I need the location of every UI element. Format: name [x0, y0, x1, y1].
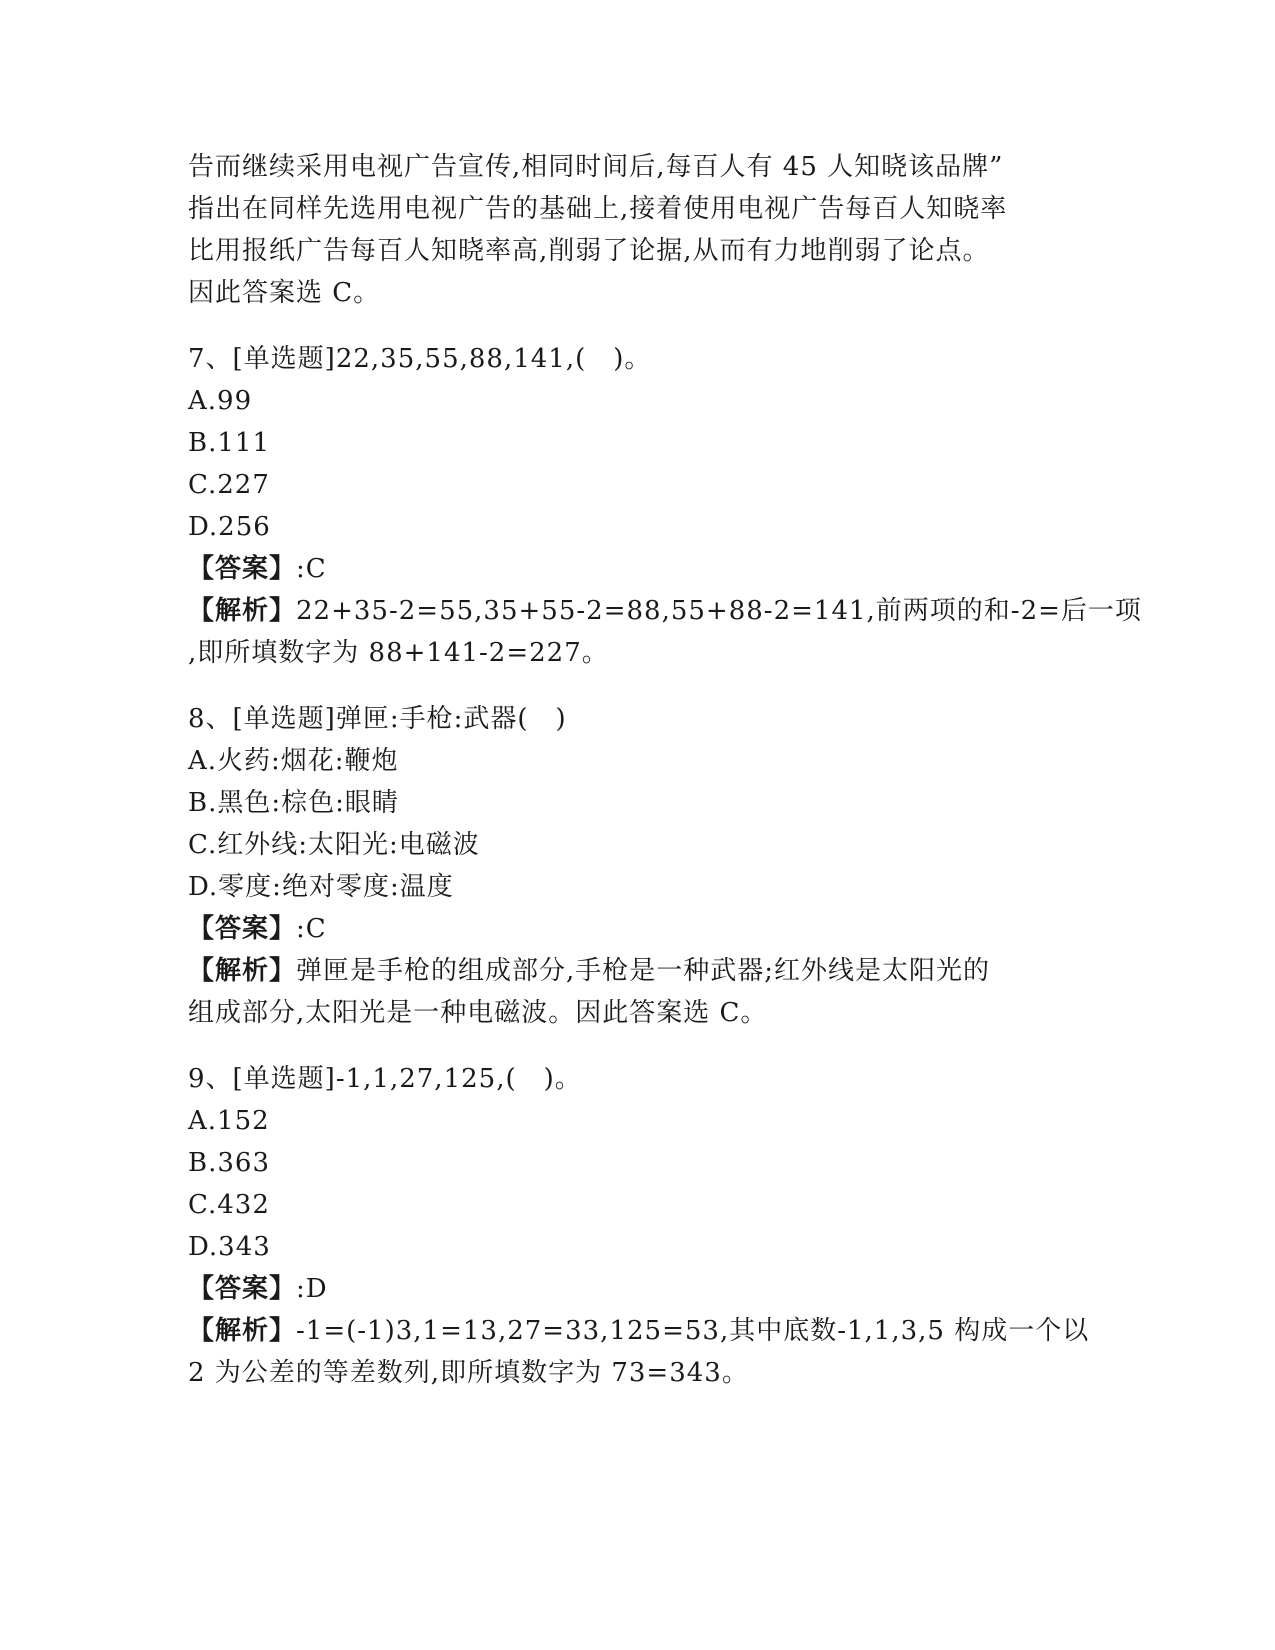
analysis-continuation: ,即所填数字为 88+141-2=227。: [188, 638, 609, 668]
option-d: D.256: [188, 512, 271, 542]
text-line: 告而继续采用电视广告宣传,相同时间后,每百人有 45 人知晓该品牌”: [188, 152, 1004, 182]
analysis-label: 【解析】: [188, 956, 297, 986]
question-stem: 7、[单选题]22,35,55,88,141,( )。: [188, 344, 652, 374]
analysis-text: -1=(-1)3,1=13,27=33,125=53,其中底数-1,1,3,5 构成一个以: [296, 1316, 1090, 1346]
answer-line: [188, 548, 1088, 590]
question-block-7: [188, 338, 1142, 674]
analysis-line: [188, 950, 1088, 992]
answer-value: :C: [296, 914, 327, 944]
analysis-text: 22+35-2=55,35+55-2=88,55+88-2=141,前两项的和-2=后一项: [296, 596, 1142, 626]
option-a: A.152: [188, 1106, 270, 1136]
option-c: C.227: [188, 470, 270, 500]
question-stem: 8、[单选题]弹匣:手枪:武器( ): [188, 704, 567, 734]
question-block-8: [188, 698, 1088, 1034]
text-line: 因此答案选 C。: [188, 278, 381, 308]
text-line: 比用报纸广告每百人知晓率高,削弱了论据,从而有力地削弱了论点。: [188, 236, 990, 266]
option-b: B.黑色:棕色:眼睛: [188, 788, 399, 818]
answer-label: 【答案】: [188, 1274, 297, 1304]
analysis-text: 弹匣是手枪的组成部分,手枪是一种武器;红外线是太阳光的: [296, 956, 991, 986]
option-b: B.111: [188, 428, 270, 458]
analysis-continuation: 2 为公差的等差数列,即所填数字为 73=343。: [188, 1358, 749, 1388]
answer-value: :C: [296, 554, 327, 584]
analysis-label: 【解析】: [188, 1316, 297, 1346]
answer-line: [188, 908, 1088, 950]
option-c: C.432: [188, 1190, 270, 1220]
analysis-continuation: 组成部分,太阳光是一种电磁波。因此答案选 C。: [188, 998, 768, 1028]
option-d: D.343: [188, 1232, 271, 1262]
document-page: [188, 146, 1142, 1394]
answer-label: 【答案】: [188, 914, 297, 944]
analysis-line: [188, 590, 1142, 632]
intro-paragraph: [188, 146, 1088, 314]
question-block-9: [188, 1058, 1088, 1394]
option-a: A.99: [188, 386, 253, 416]
question-stem: 9、[单选题]-1,1,27,125,( )。: [188, 1064, 582, 1094]
answer-value: :D: [296, 1274, 328, 1304]
option-d: D.零度:绝对零度:温度: [188, 872, 454, 902]
analysis-label: 【解析】: [188, 596, 297, 626]
answer-line: [188, 1268, 1088, 1310]
text-line: 指出在同样先选用电视广告的基础上,接着使用电视广告每百人知晓率: [188, 194, 1008, 224]
analysis-line: [188, 1310, 1088, 1352]
answer-label: 【答案】: [188, 554, 297, 584]
option-b: B.363: [188, 1148, 270, 1178]
option-a: A.火药:烟花:鞭炮: [188, 746, 399, 776]
option-c: C.红外线:太阳光:电磁波: [188, 830, 480, 860]
